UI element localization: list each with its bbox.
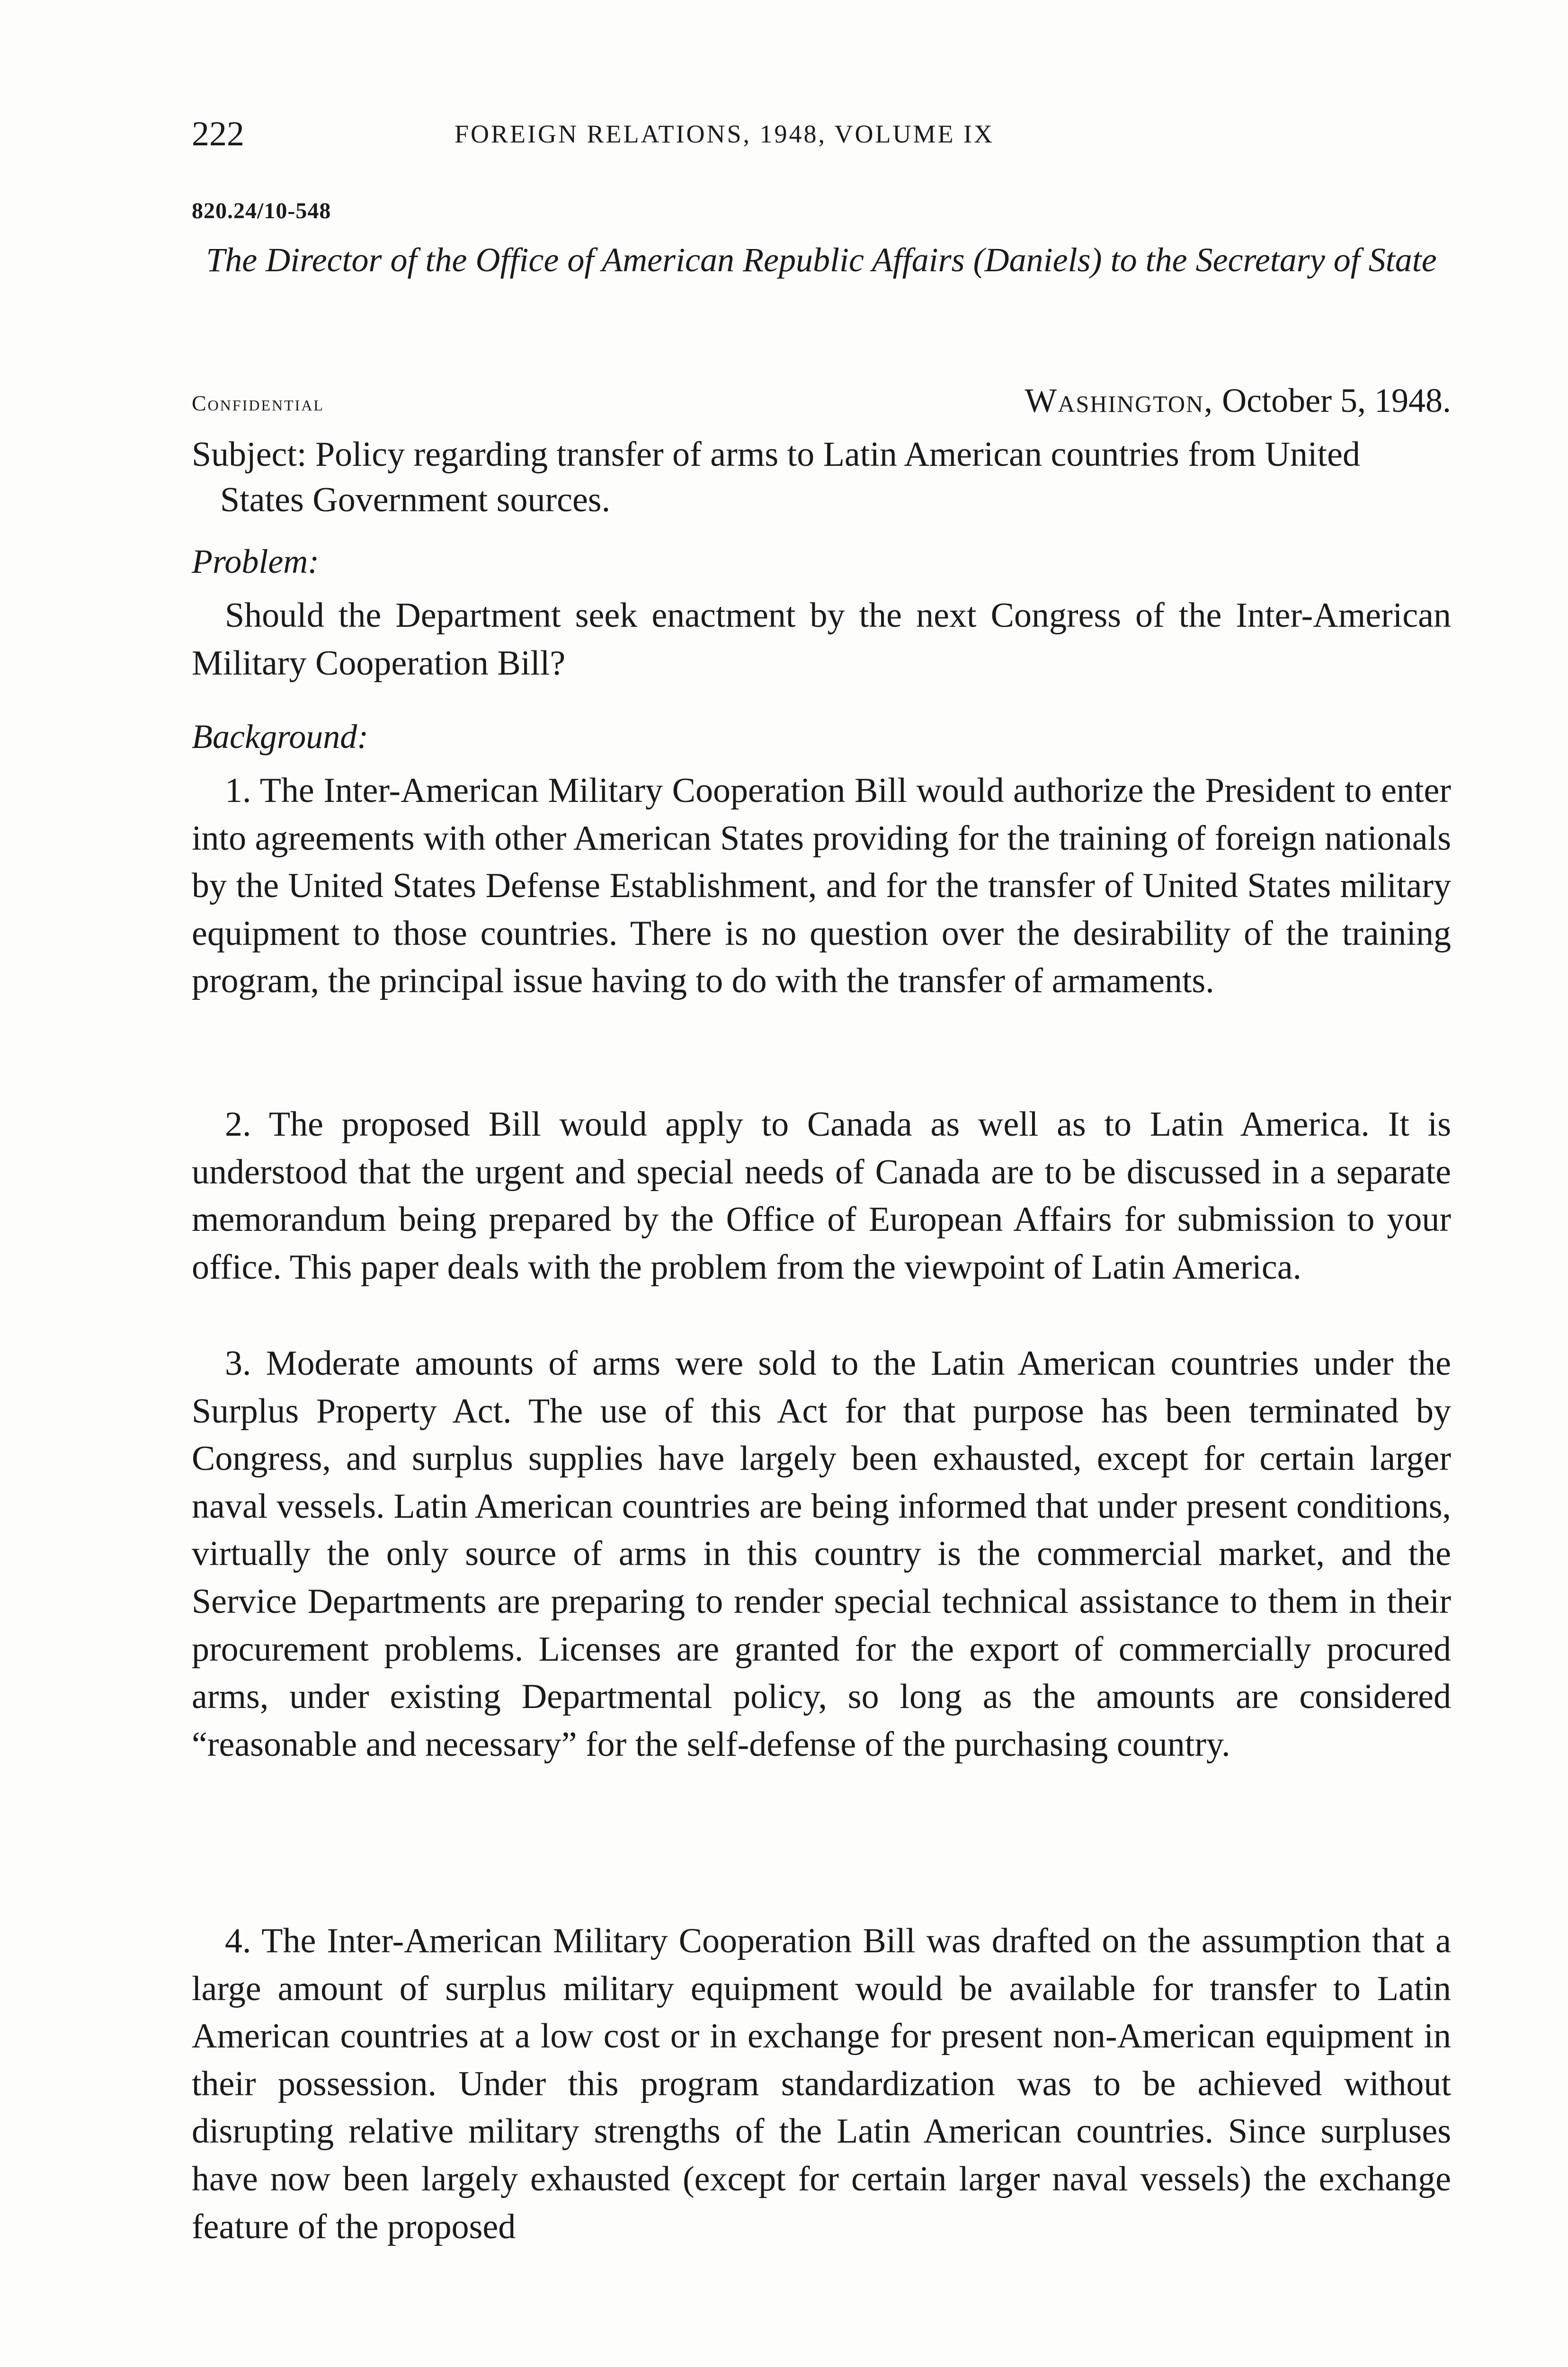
document-title: The Director of the Office of American Republic Affairs (Daniels) to the Secretary of State bbox=[206, 241, 1437, 279]
problem-text: Should the Department seek enactment by the next Congress of the Inter-American Military Cooperation Bill? bbox=[192, 596, 1451, 683]
running-title: FOREIGN RELATIONS, 1948, VOLUME IX bbox=[454, 120, 994, 148]
subject-text: Policy regarding transfer of arms to Latin American countries from United States Government sources. bbox=[220, 435, 1361, 519]
paragraph-2: 2. The proposed Bill would apply to Canada as well as to Latin America. It is understood that the urgent and special needs of Canada are to be discussed in a separate memorandum being prepared by the Office of European Affairs for submission to your office. This paper deals with the problem from the viewpoint of Latin America. bbox=[192, 1105, 1451, 1287]
running-head bbox=[192, 113, 1210, 155]
subject-label: Subject: bbox=[192, 435, 307, 474]
page-number: 222 bbox=[192, 115, 244, 153]
classification-label: Confidential bbox=[192, 391, 324, 415]
meta-line bbox=[192, 381, 1451, 424]
date: October 5, 1948. bbox=[1222, 382, 1451, 419]
place-date bbox=[1025, 381, 1451, 420]
problem-heading: Problem: bbox=[192, 543, 320, 580]
place: Washington, bbox=[1025, 382, 1214, 419]
paragraph-4: 4. The Inter-American Military Cooperation Bill was drafted on the assumption that a large amount of surplus military equipment would be available for transfer to Latin American countries at a low cost or in exchange for present non-American equipment in their possession. Under this program standardization was to be achieved without disrupting relative military strengths of the Latin American countries. Since surpluses have now been largely exhausted (except for certain larger naval vessels) the exchange feature of the proposed bbox=[192, 1922, 1451, 2246]
background-heading: Background: bbox=[192, 718, 369, 756]
subject-block bbox=[192, 432, 1451, 523]
paragraph-1: 1. The Inter-American Military Cooperation Bill would authorize the President to enter into agreements with other American States providing for the training of foreign nationals by the United States Defense Establishment, and for the transfer of United States military equipment to those countries. There is no question over the desirability of the training program, the principal issue having to do with the transfer of armaments. bbox=[192, 771, 1451, 1001]
file-number: 820.24/10-548 bbox=[192, 198, 331, 223]
paragraph-3: 3. Moderate amounts of arms were sold to the Latin American countries under the Surplus Property Act. The use of this Act for that purpose has been terminated by Congress, and surplus supplies have largely been exhausted, except for certain larger naval vessels. Latin American countries are being informed that under present conditions, virtually the only source of arms in this country is the commercial market, and the Service Departments are preparing to render special technical assistance to them in their procurement problems. Licenses are granted for the export of commercially procured arms, under existing Departmental policy, so long as the amounts are considered “reasonable and necessary” for the self-defense of the purchasing country. bbox=[192, 1344, 1451, 1764]
subject-line bbox=[192, 432, 1451, 523]
